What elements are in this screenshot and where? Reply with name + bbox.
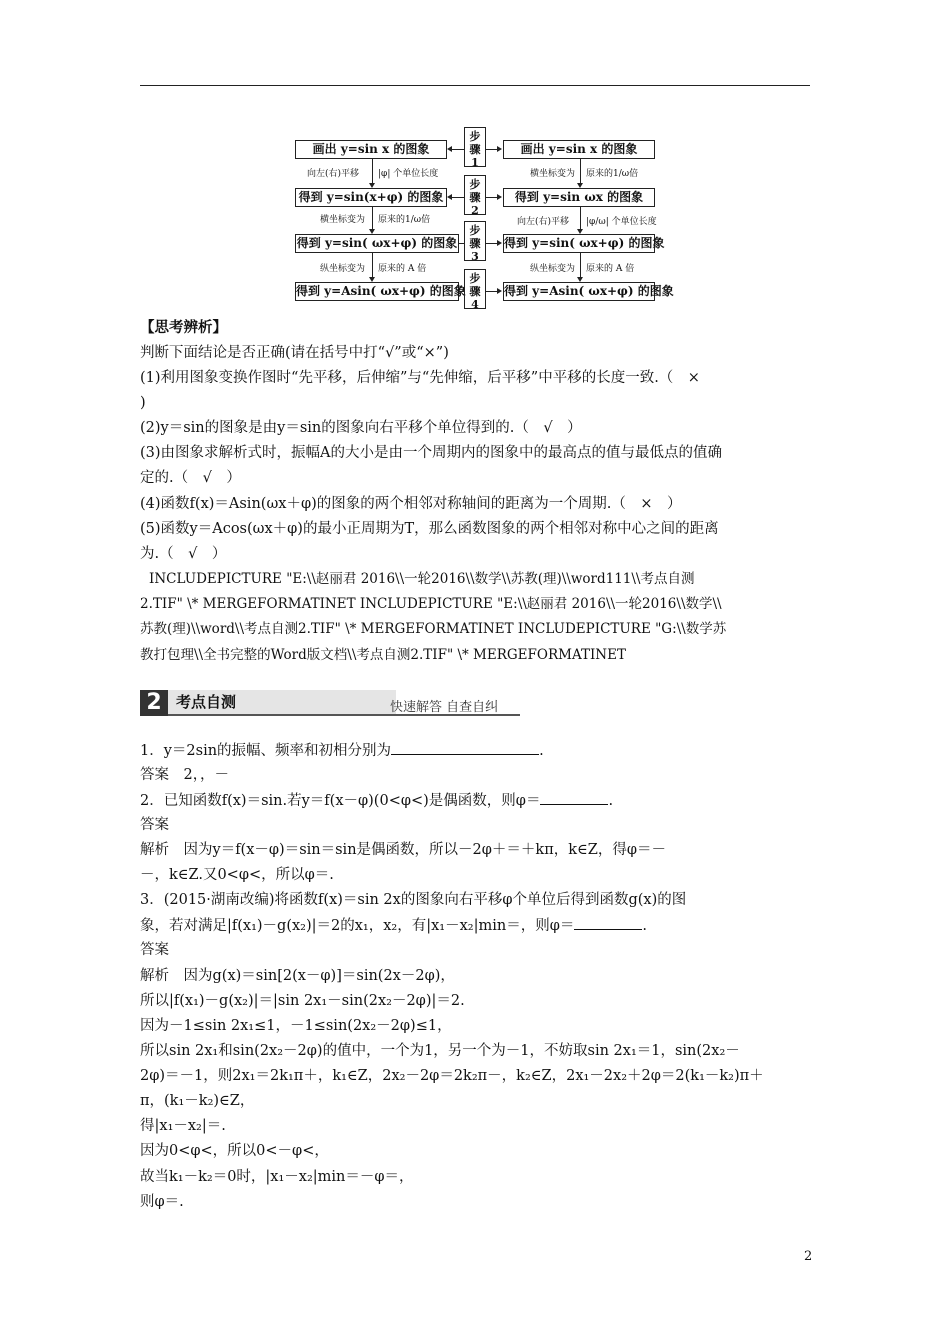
arrow-right (497, 288, 502, 294)
item-5: (5)函数y＝Acos(ωx＋φ)的最小正周期为T，那么函数图象的两个相邻对称中心之间的距离 (140, 521, 719, 537)
right-box-3: 得到 y=sin( ωx+φ) 的图象 (503, 234, 655, 253)
section-number: 2 (140, 690, 168, 716)
solution-3-line-2: 所以|f(x₁)－g(x₂)|＝|sin 2x₁－sin(2x₂－2φ)|＝2. (140, 993, 465, 1009)
right-note-1b: 原来的1/ω倍 (586, 169, 639, 179)
question-3-line-2 (140, 915, 647, 936)
solution-3-line-1: 解析 因为g(x)＝sin[2(x－φ)]＝sin(2x－2φ)， (140, 968, 455, 984)
question-1-end: . (539, 743, 544, 759)
item-2: (2)y＝sin的图象是由y＝sin的图象向右平移个单位得到的.（ √ ） (140, 420, 582, 436)
arrow-down (369, 277, 375, 282)
item-4: (4)函数f(x)＝Asin(ωx＋φ)的图象的两个相邻对称轴间的距离为一个周期.（ × ） (140, 496, 682, 512)
section-subtitle: 快速解答 自查自纠 (390, 700, 499, 715)
item-1: (1)利用图象变换作图时“先平移，后伸缩”与“先伸缩，后平移”中平移的长度一致.（ × (140, 370, 700, 386)
question-3-text: 象，若对满足|f(x₁)－g(x₂)|＝2的x₁，x₂，有|x₁－x₂|min＝，则φ＝ (140, 918, 575, 934)
answer-2: 答案 (140, 817, 169, 833)
question-1-text: 1．y＝2sin的振幅、频率和初相分别为 (140, 743, 392, 759)
solution-3-line-4: 所以sin 2x₁和sin(2x₂－2φ)的值中，一个为1，另一个为－1，不妨取sin 2x₁＝1，sin(2x₂－ (140, 1043, 740, 1059)
solution-3-line-9: 故当k₁－k₂＝0时，|x₁－x₂|min＝－φ＝， (140, 1169, 414, 1185)
step-label-3: 步 骤 3 (464, 221, 486, 261)
header-rule (140, 85, 810, 86)
left-note-3a: 纵坐标变为 (320, 264, 366, 274)
step-label-4: 步 骤 4 (464, 269, 486, 309)
arrow-left (447, 146, 452, 152)
field-code-line-4: 教打包理\\全书完整的Word版文档\\考点自测2.TIF" \* MERGEFORMATINET (140, 647, 626, 663)
right-box-2: 得到 y=sin ωx 的图象 (503, 188, 655, 207)
arrow-right (497, 146, 502, 152)
left-box-3: 得到 y=sin( ωx+φ) 的图象 (295, 234, 459, 253)
left-box-4: 得到 y=Asin( ωx+φ) 的图象 (295, 282, 459, 301)
arrow-right (497, 194, 502, 200)
item-5-cont: 为.（ √ ） (140, 546, 227, 562)
connector (459, 243, 464, 244)
question-2-end: . (608, 793, 614, 809)
left-note-2b: 原来的1/ω倍 (378, 215, 431, 225)
solution-3-line-7: 得|x₁－x₂|＝. (140, 1118, 226, 1134)
right-note-2b: |φ/ω| 个单位长度 (586, 217, 657, 227)
answer-blank (391, 740, 539, 755)
right-note-1a: 横坐标变为 (530, 169, 576, 179)
arrow-down (577, 277, 583, 282)
page-number: 2 (804, 1249, 813, 1264)
arrow-left (447, 194, 452, 200)
left-note-1b: |φ| 个单位长度 (378, 169, 439, 179)
instruction: 判断下面结论是否正确(请在括号中打“√”或“×”) (140, 345, 449, 361)
section-banner (140, 690, 520, 716)
connector (452, 149, 464, 150)
arrow-right (497, 240, 502, 246)
left-note-2a: 横坐标变为 (320, 215, 366, 225)
answer-3: 答案 (140, 942, 169, 958)
right-note-2a: 向左(右)平移 (517, 217, 570, 227)
right-note-3b: 原来的 A 倍 (586, 264, 635, 274)
question-2-text: 2．已知函数f(x)＝sin.若y＝f(x－φ)(0<φ<)是偶函数，则φ＝ (140, 793, 541, 809)
question-3-line-1: 3．(2015·湖南改编)将函数f(x)＝sin 2x的图象向右平移φ个单位后得到函数g(x)的图 (140, 892, 687, 908)
arrow-down (577, 183, 583, 188)
down-connector (580, 207, 581, 229)
arrow-down (369, 183, 375, 188)
down-connector (372, 159, 373, 183)
section-title: 考点自测 (168, 690, 396, 714)
down-connector (372, 253, 373, 277)
section-heading: 【思考辨析】 (140, 319, 227, 336)
arrow-down (577, 229, 583, 234)
left-note-3b: 原来的 A 倍 (378, 264, 427, 274)
right-box-4: 得到 y=Asin( ωx+φ) 的图象 (503, 282, 655, 301)
right-note-3a: 纵坐标变为 (530, 264, 576, 274)
solution-3-line-8: 因为0<φ<，所以0<－φ<， (140, 1143, 329, 1159)
step-label-1: 步 骤 1 (464, 127, 486, 167)
solution-3-line-10: 则φ＝. (140, 1194, 184, 1210)
right-box-1: 画出 y=sin x 的图象 (503, 140, 655, 159)
down-connector (580, 253, 581, 277)
connector (452, 197, 464, 198)
left-box-2: 得到 y=sin(x+φ) 的图象 (295, 188, 447, 207)
question-1 (140, 740, 544, 761)
answer-blank (540, 790, 608, 805)
solution-3-line-5: 2φ)＝－1，则2x₁＝2k₁π＋，k₁∈Z，2x₂－2φ＝2k₂π－，k₂∈Z，2x₁－2x₂＋2φ＝2(k₁－k₂)π＋ (140, 1068, 764, 1084)
item-1-cont: ) (140, 395, 146, 411)
item-3: (3)由图象求解析式时，振幅A的大小是由一个周期内的图象中的最高点的值与最低点的值确 (140, 445, 723, 461)
connector (459, 291, 464, 292)
step-label-2: 步 骤 2 (464, 175, 486, 215)
left-box-1: 画出 y=sin x 的图象 (295, 140, 447, 159)
solution-3-line-3: 因为－1≤sin 2x₁≤1，－1≤sin(2x₂－2φ)≤1， (140, 1018, 452, 1034)
solution-2-line-1: 解析 因为y＝f(x－φ)＝sin＝sin是偶函数，所以－2φ＋＝＋kπ，k∈Z，得φ＝－ (140, 842, 666, 858)
answer-blank (574, 915, 642, 930)
item-3-cont: 定的.（ √ ） (140, 470, 241, 486)
field-code-line-2: 2.TIF" \* MERGEFORMATINET INCLUDEPICTURE "E:\\赵丽君 2016\\一轮2016\\数学\\ (140, 596, 722, 612)
field-code-line-1: INCLUDEPICTURE "E:\\赵丽君 2016\\一轮2016\\数学\\苏教(理)\\word111\\考点自测 (149, 571, 695, 587)
solution-2-line-2: －，k∈Z.又0<φ<，所以φ＝. (140, 867, 334, 883)
arrow-down (369, 229, 375, 234)
field-code-line-3: 苏教(理)\\word\\考点自测2.TIF" \* MERGEFORMATINET INCLUDEPICTURE "G:\\数学苏 (140, 621, 727, 637)
question-3-end: . (642, 918, 647, 934)
down-connector (372, 207, 373, 229)
question-2 (140, 790, 613, 811)
solution-3-line-6: π，(k₁－k₂)∈Z， (140, 1093, 255, 1109)
left-note-1a: 向左(右)平移 (307, 169, 360, 179)
answer-1: 答案 2，，－ (140, 767, 229, 783)
down-connector (580, 159, 581, 183)
